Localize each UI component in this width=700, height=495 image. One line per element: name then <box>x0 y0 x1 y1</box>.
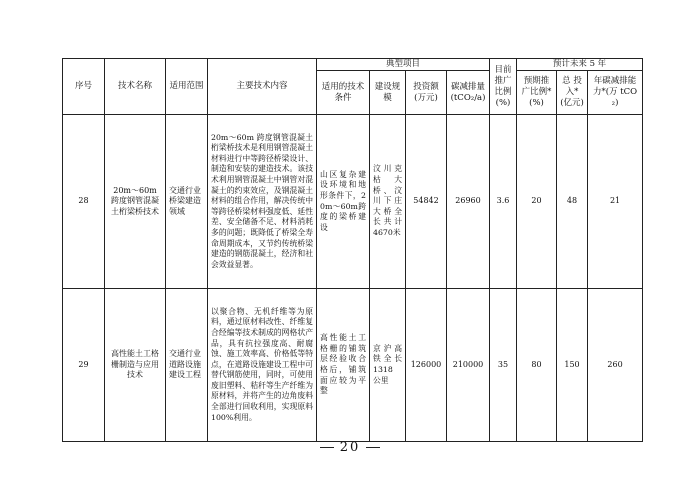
table-row <box>63 289 643 442</box>
header-annual-reduction: 年碳减排能力*(万 tCO₂) <box>588 71 643 115</box>
header-typical-project: 典型项目 <box>317 59 490 71</box>
header-main-content: 主要技术内容 <box>208 59 317 115</box>
header-current-ratio: 目前推广比例(%) <box>490 59 517 115</box>
cell-annual-reduction: 21 <box>588 115 643 289</box>
table-row <box>63 115 643 289</box>
cell-expected-ratio: 20 <box>517 115 557 289</box>
cell-scope: 交通行业道路设施建设工程 <box>166 289 208 442</box>
cell-carbon-reduction: 26960 <box>447 115 490 289</box>
cell-main-content: 以聚合物、无机纤维等为原料，通过原材料改性、纤维复合经编等技术制成的网格状产品，具有抗拉强度高、耐腐蚀、施工效率高、价格低等特点，在道路设施建设工程中可替代钢筋使用，同时，可使用废旧塑料、秸秆等生产纤维为原材料，并将产生的边角废料全部进行回收利用，实现原料 100%利用。 <box>208 289 317 442</box>
footer-dash-right <box>366 447 380 448</box>
cell-scale: 京沪高铁全长 1318 公里 <box>370 289 406 442</box>
cell-carbon-reduction: 210000 <box>447 289 490 442</box>
header-total-investment: 总 投入*(亿元) <box>557 71 588 115</box>
cell-seq: 28 <box>63 115 105 289</box>
cell-total-investment: 48 <box>557 115 588 289</box>
header-forecast-5y: 预计未来 5 年 <box>517 59 643 71</box>
cell-expected-ratio: 80 <box>517 289 557 442</box>
cell-annual-reduction: 260 <box>588 289 643 442</box>
header-investment: 投资额(万元) <box>406 71 447 115</box>
cell-scale: 汶川克枯大桥、汶川下庄大桥全长共计 4670米 <box>370 115 406 289</box>
footer-dash-left <box>320 447 334 448</box>
header-conditions: 适用的技术条件 <box>317 71 370 115</box>
cell-tech-name: 高性能土工格栅制造与应用技术 <box>105 289 166 442</box>
cell-current-ratio: 3.6 <box>490 115 517 289</box>
cell-investment: 54842 <box>406 115 447 289</box>
header-scope: 适用范围 <box>166 59 208 115</box>
cell-conditions: 山区复杂建设环境和地形条件下，20m～60m跨度的梁桥建设 <box>317 115 370 289</box>
page-number: 20 <box>339 440 361 455</box>
technology-table <box>62 58 643 442</box>
cell-tech-name: 20m～60m 跨度钢管混凝土桁梁桥技术 <box>105 115 166 289</box>
cell-total-investment: 150 <box>557 289 588 442</box>
header-seq: 序号 <box>63 59 105 115</box>
cell-scope: 交通行业桥梁建造领域 <box>166 115 208 289</box>
technology-table-sheet <box>62 58 642 442</box>
cell-main-content: 20m～60m 跨度钢管混凝土桁梁桥技术是利用钢管混凝土材料进行中等跨径桥梁设计、制造和安装的建造技术。该技术利用钢管混凝土中钢管对混凝土的约束效应，及钢混凝土材料的组合作用，解决传统中等跨径桥梁材料强度低、延性差、安全储备不足、材料消耗多的问题；既降低了桥梁全寿命周期成本，又节约传统桥梁建造的钢筋混凝土，经济和社会效益显著。 <box>208 115 317 289</box>
header-scale: 建设规模 <box>370 71 406 115</box>
header-carbon-reduction: 碳减排量(tCO₂/a) <box>447 71 490 115</box>
cell-investment: 126000 <box>406 289 447 442</box>
cell-current-ratio: 35 <box>490 289 517 442</box>
page-footer <box>0 440 700 455</box>
header-expected-ratio: 预期推广比例*(%) <box>517 71 557 115</box>
cell-conditions: 高性能土工格栅的铺筑层经验收合格后，铺筑面应较为平整 <box>317 289 370 442</box>
cell-seq: 29 <box>63 289 105 442</box>
header-tech-name: 技术名称 <box>105 59 166 115</box>
